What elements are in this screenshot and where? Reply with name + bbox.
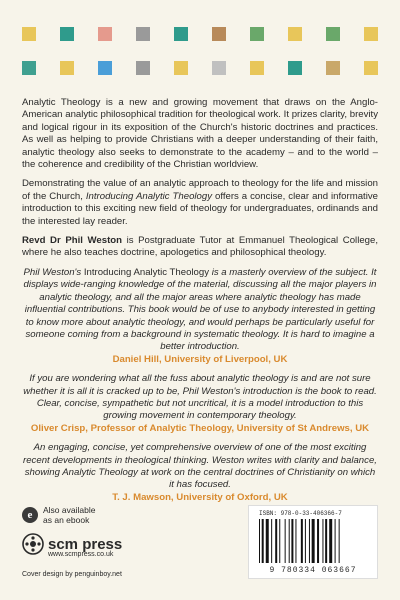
description-paragraph-2 <box>22 178 378 228</box>
reviewer-name: T. J. Mawson, University of Oxford, UK <box>112 491 288 503</box>
review-1 <box>22 267 378 366</box>
reviewer-name: Daniel Hill, University of Liverpool, UK <box>112 353 288 365</box>
isbn-label: ISBN: 978-0-33-406366-7 <box>259 510 342 517</box>
color-square <box>212 27 226 41</box>
color-square <box>212 61 226 75</box>
ebook-text: Also available as an ebook <box>43 505 96 525</box>
color-square <box>98 27 112 41</box>
color-square <box>136 27 150 41</box>
color-square <box>174 61 188 75</box>
color-square <box>326 61 340 75</box>
color-square <box>250 27 264 41</box>
author-name: Revd Dr Phil Weston <box>22 235 122 247</box>
barcode-bars <box>259 519 367 563</box>
p2-start: Demonstrating the value of an analytic approach to theology for the life and mission of the Church, <box>22 178 378 202</box>
review-quote-text: is a masterly overview of the subject. It displays wide-ranging knowledge of the material, discussing all the major players in analytic theology, and all the major areas where analytic theology has made influential contributions. This book would be of use to anybody interested in getting to know more about analytic theology, and would perhaps be particularly useful for someone coming from a background in systematic theology. It is hard to imagine a better introduction. <box>23 266 377 353</box>
scm-logo-icon <box>22 533 44 555</box>
review-quote <box>22 267 378 354</box>
review-2 <box>22 373 378 435</box>
barcode <box>248 505 378 579</box>
color-square <box>60 27 74 41</box>
color-square <box>364 27 378 41</box>
color-square <box>98 61 112 75</box>
color-square <box>174 27 188 41</box>
color-square <box>364 61 378 75</box>
reviewer-name: Oliver Crisp, Professor of Analytic Theology, University of St Andrews, UK <box>30 422 370 434</box>
squares-row-2 <box>22 61 378 75</box>
color-square <box>250 61 264 75</box>
footer <box>22 505 378 590</box>
decorative-squares <box>22 27 378 95</box>
ebook-icon: e <box>22 507 38 523</box>
ebook-notice <box>22 505 103 525</box>
description-paragraph-1: Analytic Theology is a new and growing movement that draws on the Anglo-American analytic philosophical tradition for theological work. It prizes clarity, brevity and logical rigour in its exposition of the Church's historic doctrines and practices. As well as helping to provide Christians with a deeper understanding of their faith, analytic theology also seeks to demonstrate to the academy – and to the world – the coherence and credibility of the Christian worldview. <box>22 97 378 171</box>
back-cover-text <box>22 97 378 511</box>
cover-credit: Cover design by penguinboy.net <box>22 571 122 578</box>
color-square <box>22 61 36 75</box>
color-square <box>22 27 36 41</box>
review-3 <box>22 442 378 504</box>
barcode-number: 9 780334 063667 <box>269 566 357 575</box>
review-quote: If you are wondering what all the fuss about analytic theology is and are not sure whether it is all it is cracked up to be, Phil Weston's introduction is the book to read. Clear, concise, sympathetic but not uncritical, it is a model introduction to this growing movement in contemporary theology. <box>23 373 377 422</box>
color-square <box>288 27 302 41</box>
publisher-name: scm press <box>48 535 123 553</box>
book-title-italic: Introducing Analytic Theology <box>85 190 213 202</box>
publisher-url[interactable]: www.scmpress.co.uk <box>48 551 114 558</box>
author-bio <box>22 235 378 260</box>
color-square <box>136 61 150 75</box>
review-quote-lead: Phil Weston's <box>23 266 82 278</box>
color-square <box>288 61 302 75</box>
review-book-title: Introducing Analytic Theology <box>81 266 212 278</box>
color-square <box>60 61 74 75</box>
review-quote: An engaging, concise, yet comprehensive overview of one of the most exciting recent developments in theological thinking. Weston writes with clarity and balance, showing Analytic Theology at work on the central doctrines of Christianity on which it has focused. <box>23 442 377 491</box>
squares-row-1 <box>22 27 378 41</box>
color-square <box>326 27 340 41</box>
author-bio-text: is Postgraduate Tutor at Emmanuel Theological College, where he also teaches doctrine, apologetics and philosophical theology. <box>22 235 378 259</box>
p2-end: offers a concise, clear and informative introduction to this exciting new field of theology for undergraduates, ordinands and the interested lay reader. <box>22 190 378 227</box>
